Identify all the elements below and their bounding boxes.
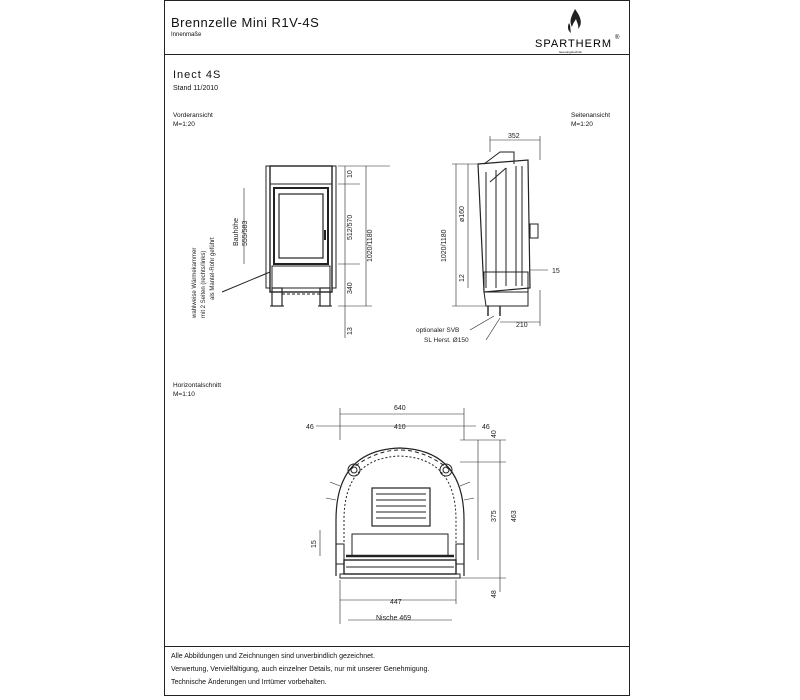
drawing-title: Brennzelle Mini R1V-4S xyxy=(171,15,320,30)
front-glass-note-1: Bauhöhe xyxy=(233,217,240,246)
front-dimension-labels xyxy=(192,170,374,335)
front-dim-lower: 340 xyxy=(347,282,354,294)
top-dim-inner-width: 410 xyxy=(394,424,406,431)
top-dimension-labels xyxy=(306,405,518,622)
model-date: Stand 11/2010 xyxy=(173,85,219,92)
side-view-scale: M=1:20 xyxy=(571,121,593,128)
front-view xyxy=(222,166,390,338)
side-view xyxy=(452,136,548,340)
top-view-scale: M=1:10 xyxy=(173,391,195,398)
side-dim-small: 12 xyxy=(459,274,466,282)
side-conn-2: SL Herst. Ø150 xyxy=(424,337,469,344)
top-dim-left-small: 15 xyxy=(311,540,318,548)
top-dim-left-offset: 46 xyxy=(306,424,314,431)
front-view-title: Vorderansicht xyxy=(173,112,213,119)
top-view xyxy=(316,408,506,624)
top-dim-bottom-right: 48 xyxy=(491,590,498,598)
top-dim-depth-total: 463 xyxy=(511,510,518,522)
brand-name: SPARTHERM xyxy=(535,38,613,50)
side-view-title: Seitenansicht xyxy=(571,112,611,119)
front-dim-middle: 512/570 xyxy=(347,214,354,240)
brand-registered: ® xyxy=(615,35,620,41)
side-dim-mid: ø160 xyxy=(459,206,466,222)
side-dim-top: 352 xyxy=(508,133,520,140)
front-view-scale: M=1:20 xyxy=(173,121,195,128)
drawing-subtitle: Innenmaße xyxy=(171,32,202,38)
front-side-note-3: als Mantel-Rohr geführt xyxy=(210,237,216,300)
front-dim-total: 1020/1180 xyxy=(367,229,374,262)
front-side-note-1: wahlweise Wärmekammer xyxy=(192,247,198,318)
footer-line-1: Alle Abbildungen und Zeichnungen sind unverbindlich gezeichnet. xyxy=(171,653,375,660)
model-name: Inect 4S xyxy=(173,69,222,81)
side-dim-bottom: 210 xyxy=(516,322,528,329)
side-dim-left: 1020/1180 xyxy=(441,229,448,262)
side-conn-1: optionaler SVB xyxy=(416,327,460,334)
footer-line-3: Technische Änderungen und Irrtümer vorbehalten. xyxy=(171,679,327,686)
front-dim-bottom: 13 xyxy=(347,327,354,335)
top-dim-depth-mid: 375 xyxy=(491,510,498,522)
front-side-note-2: mit 2 Seiten (rechts/links) xyxy=(201,250,207,318)
brand-tagline: feuerungstechnik xyxy=(559,50,582,54)
side-dim-right: 15 xyxy=(552,268,560,275)
top-dim-bottom-width: 447 xyxy=(390,599,402,606)
top-view-title: Horizontalschnitt xyxy=(173,382,222,389)
top-dim-right-offset: 46 xyxy=(482,424,490,431)
top-dim-depth-top: 40 xyxy=(491,430,498,438)
front-glass-note-2: 555/583 xyxy=(242,220,249,246)
top-nische: Nische 469 xyxy=(376,615,412,622)
top-dim-total-width: 640 xyxy=(394,405,406,412)
front-dim-top: 10 xyxy=(347,170,354,178)
footer-line-2: Verwertung, Vervielfältigung, auch einzelner Details, nur mit unserer Genehmigung. xyxy=(171,666,430,673)
